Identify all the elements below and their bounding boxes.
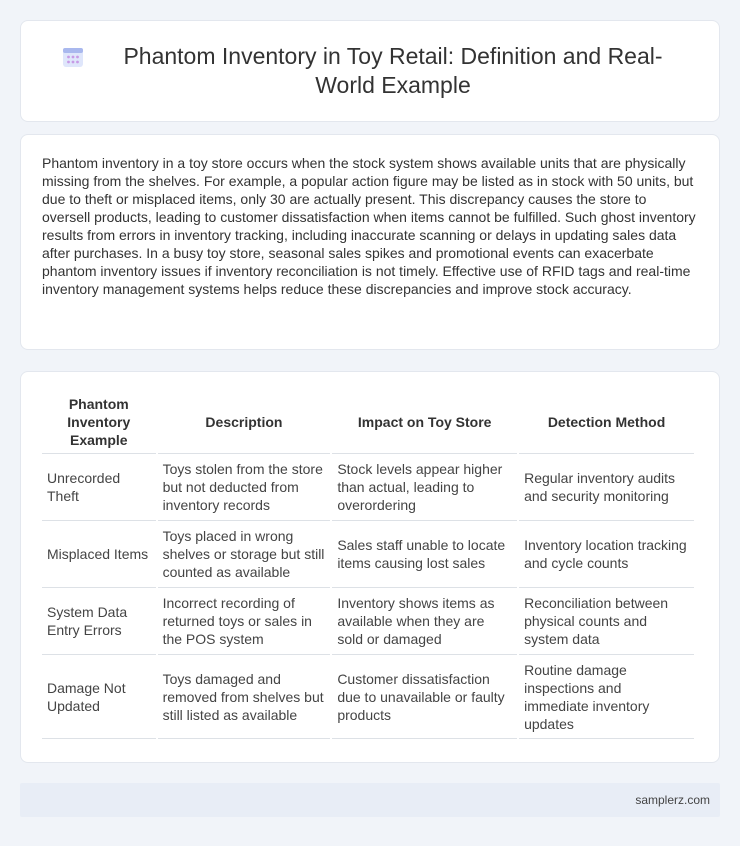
footer — [20, 783, 720, 817]
table-row — [42, 454, 694, 521]
description-text: Phantom inventory in a toy store occurs when the stock system shows available units that are physically missing from the shelves. For example, a popular action figure may be listed as in stock with 50 units, but due to theft or misplaced items, only 30 are actually present. This discrepancy causes the store to oversell products, leading to customer dissatisfaction when items cannot be fulfilled. Such ghost inventory results from errors in inventory tracking, including inaccurate scanning or delays in updating sales data after purchases. In a busy toy store, seasonal sales spikes and promotional events can exacerbate phantom inventory issues if inventory reconciliation is not timely. Effective use of RFID tags and real-time inventory management systems helps reduce these discrepancies and improve stock accuracy. — [42, 155, 696, 297]
phantom-inventory-table — [40, 390, 696, 739]
cell-detection: Reconciliation between physical counts and system data — [519, 588, 694, 655]
cell-description: Incorrect recording of returned toys or sales in the POS system — [158, 588, 331, 655]
table-row — [42, 588, 694, 655]
cell-impact: Inventory shows items as available when they are sold or damaged — [332, 588, 517, 655]
table-card — [20, 371, 720, 763]
cell-impact: Sales staff unable to locate items causing lost sales — [332, 521, 517, 588]
page-title: Phantom Inventory in Toy Retail: Definition and Real-World Example — [123, 43, 663, 98]
cell-detection: Routine damage inspections and immediate inventory updates — [519, 655, 694, 739]
cell-example: Misplaced Items — [42, 521, 156, 588]
title-card — [20, 20, 720, 122]
column-header-impact: Impact on Toy Store — [332, 390, 517, 454]
cell-example: System Data Entry Errors — [42, 588, 156, 655]
cell-impact: Stock levels appear higher than actual, leading to overordering — [332, 454, 517, 521]
calendar-grid-icon — [61, 45, 85, 69]
table-header-row — [42, 390, 694, 454]
cell-example: Unrecorded Theft — [42, 454, 156, 521]
footer-site-link[interactable]: samplerz.com — [635, 793, 710, 807]
cell-detection: Regular inventory audits and security monitoring — [519, 454, 694, 521]
cell-example: Damage Not Updated — [42, 655, 156, 739]
column-header-description: Description — [158, 390, 331, 454]
column-header-detection: Detection Method — [519, 390, 694, 454]
column-header-example: Phantom Inventory Example — [42, 390, 156, 454]
cell-description: Toys stolen from the store but not deducted from inventory records — [158, 454, 331, 521]
description-card — [20, 134, 720, 350]
cell-description: Toys damaged and removed from shelves but still listed as available — [158, 655, 331, 739]
table-row — [42, 521, 694, 588]
cell-impact: Customer dissatisfaction due to unavailable or faulty products — [332, 655, 517, 739]
cell-description: Toys placed in wrong shelves or storage but still counted as available — [158, 521, 331, 588]
cell-detection: Inventory location tracking and cycle counts — [519, 521, 694, 588]
title-wrap — [61, 42, 679, 100]
table-row — [42, 655, 694, 739]
